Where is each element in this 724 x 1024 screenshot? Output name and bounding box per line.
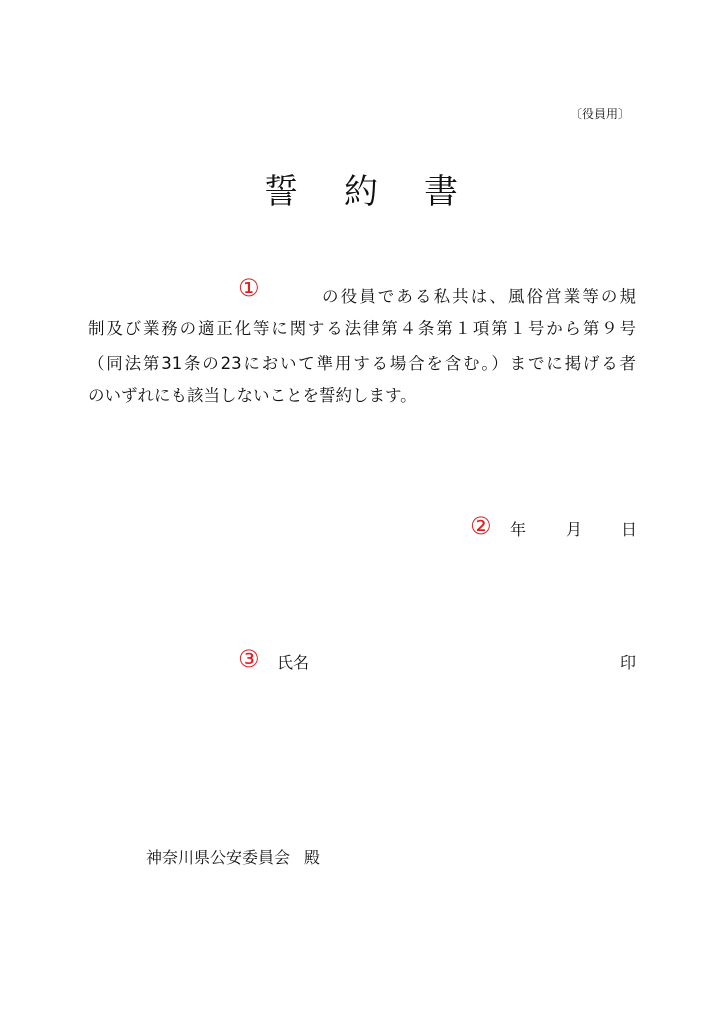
seal-label: 印 — [620, 653, 637, 672]
date-field-marker: ② — [470, 512, 492, 540]
addressee-name: 神奈川県公安委員会 — [146, 848, 291, 867]
company-field-marker: ① — [238, 274, 260, 302]
document-type-tag: 〔役員用〕 — [569, 107, 630, 121]
title-char-2: 約 — [344, 172, 380, 212]
document-title — [0, 164, 724, 213]
date-day-label: 日 — [621, 520, 638, 539]
addressee-honorific: 殿 — [304, 848, 321, 867]
pledge-line-2: 制及び業務の適正化等に関する法律第４条第１項第１号から第９号 — [88, 319, 636, 338]
title-char-1: 誓 — [264, 172, 300, 212]
date-month-label: 月 — [566, 520, 583, 539]
name-field-marker: ③ — [238, 645, 260, 673]
title-char-3: 書 — [424, 172, 460, 212]
date-year-label: 年 — [510, 520, 527, 539]
name-label: 氏名 — [277, 653, 310, 672]
pledge-line-4: のいずれにも該当しないことを誓約します。 — [88, 386, 417, 405]
pledge-line-3: （同法第31条の23において準用する場合を含む。）までに掲げる者 — [88, 354, 636, 373]
addressee — [146, 845, 320, 868]
pledge-line-1: の役員である私共は、風俗営業等の規 — [322, 287, 636, 306]
